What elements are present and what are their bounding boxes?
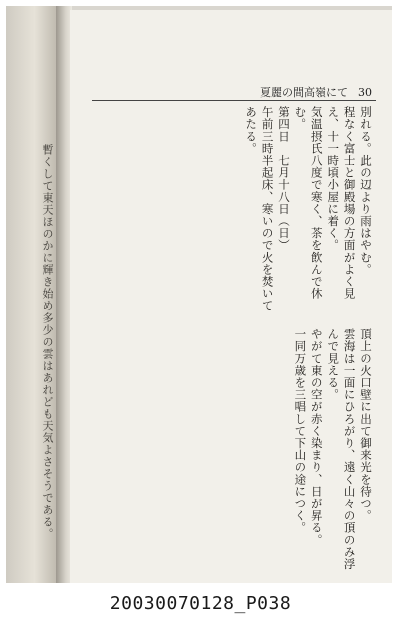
header-rule bbox=[92, 100, 376, 101]
right-page bbox=[70, 10, 392, 583]
page-photo bbox=[6, 6, 392, 583]
section-heading: 第四日 七月十八日（日） bbox=[276, 106, 291, 252]
page-number: 30 bbox=[358, 86, 372, 99]
paragraph: 午前三時半起床、寒いので火を焚いてあたる。 bbox=[244, 106, 275, 312]
paragraph: 別れる。此の辺より雨はやむ。 bbox=[359, 106, 373, 276]
left-page-text: 暫くして東天ほのかに輝き始め多少の雲はあれども天気よさそうである。 bbox=[41, 144, 54, 540]
paragraph: 一同万歳を三唱して下山の途につく。 bbox=[293, 328, 308, 534]
left-page bbox=[6, 6, 58, 583]
paragraph: やがて東の空が赤く染まり、日が昇る。 bbox=[309, 328, 324, 546]
running-header-title: 夏麗の間高嶺にて bbox=[260, 86, 348, 99]
paragraph: 頂上の火口壁に出て御来光を待つ。 bbox=[359, 328, 373, 522]
paragraph: 気温摂氏八度で寒く、茶を飲んで休む。 bbox=[293, 106, 324, 300]
paragraph: 程なく富士と御殿場の方面がよく見え、十一時頃小屋に着く。 bbox=[326, 106, 357, 300]
image-caption: 20030070128_P038 bbox=[109, 593, 292, 614]
lower-text-block bbox=[92, 328, 374, 573]
running-header bbox=[260, 84, 372, 100]
paragraph: 雲海は一面にひろがり、遠く山々の頂のみ浮んで見える。 bbox=[326, 328, 357, 570]
upper-text-block bbox=[92, 106, 374, 314]
